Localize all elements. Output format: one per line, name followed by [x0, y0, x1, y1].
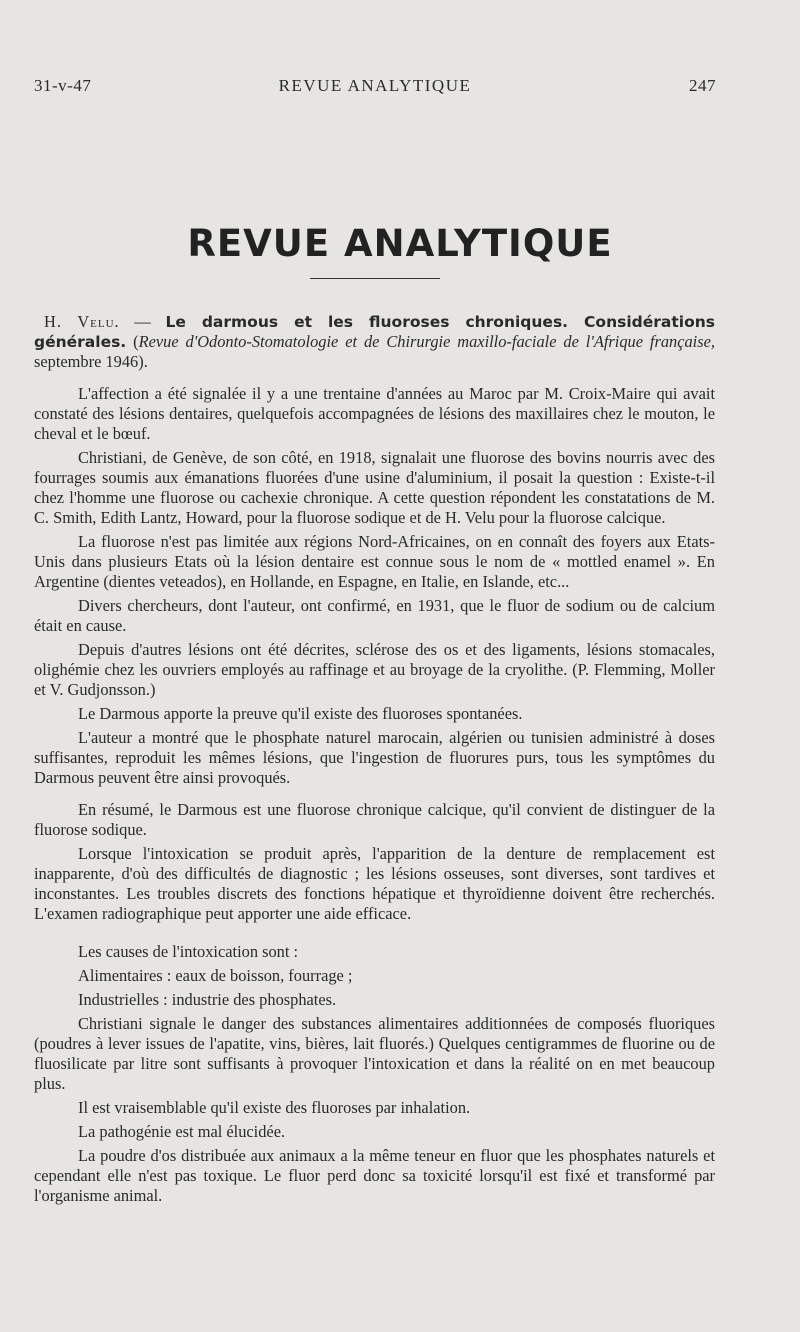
- paragraph: Divers chercheurs, dont l'auteur, ont confirmé, en 1931, que le fluor de sodium ou de calcium était en cause.: [34, 596, 715, 635]
- header-running-title: REVUE ANALYTIQUE: [278, 76, 472, 95]
- page-number: 247: [689, 76, 716, 95]
- paragraph: Lorsque l'intoxication se produit après, l'apparition de la denture de remplacement est inapparente, d'où des difficultés de diagnostic ; les lésions osseuses, sont diverses, sont tardives et inconstantes. Les troubles discrets des fonctions hépatique et thyroïdienne doivent être recherchés. L'examen radiographique peut apporter une aide efficace.: [34, 844, 715, 923]
- paragraph: La pathogénie est mal élucidée.: [78, 1122, 286, 1141]
- paragraph: La poudre d'os distribuée aux animaux a la même teneur en fluor que les phosphates naturels et cependant elle n'est pas toxique. Le fluor perd donc sa toxicité lorsqu'il est fixé et transformé par l'organisme animal.: [34, 1146, 715, 1205]
- article-journal: Revue d'Odonto-Stomatologie et de Chirurgie maxillo-faciale de l'Afrique française,: [138, 332, 715, 351]
- article-reference: [34, 312, 715, 372]
- paragraph: Industrielles : industrie des phosphates.: [78, 990, 337, 1009]
- paragraph: Alimentaires : eaux de boisson, fourrage ;: [78, 966, 353, 985]
- title-rule: [310, 278, 440, 279]
- paragraph: La fluorose n'est pas limitée aux régions Nord-Africaines, on en connaît des foyers aux Etats-Unis dans plusieurs Etats où la lésion dentaire est connue sous le nom de « mottled enamel ». En Argentine (dientes veteados), en Hollande, en Espagne, en Italie, en Islande, etc...: [34, 532, 715, 591]
- paragraph: Les causes de l'intoxication sont :: [78, 942, 299, 961]
- paragraph: L'auteur a montré que le phosphate naturel marocain, algérien ou tunisien administré à doses suffisantes, reproduit les mêmes lésions, que l'ingestion de fluorures purs, tous les symptômes du Darmous peuvent être ainsi provoqués.: [34, 728, 715, 787]
- article-author: H. Velu.: [44, 312, 120, 331]
- paragraph: Il est vraisemblable qu'il existe des fluoroses par inhalation.: [78, 1098, 471, 1117]
- paragraph: Christiani, de Genève, de son côté, en 1918, signalait une fluorose des bovins nourris avec des fourrages soumis aux émanations fluorées d'une usine d'aluminium, il posait la question : Existe-t-il chez l'homme une fluorose ou cachexie chronique. A cette question répondent les constatations de M. C. Smith, Edith Lantz, Howard, pour la fluorose sodique et de H. Velu pour la fluorose calcique.: [34, 448, 715, 527]
- reference-open: (: [126, 332, 139, 351]
- article-source-date: septembre 1946).: [34, 352, 148, 371]
- paragraph: Depuis d'autres lésions ont été décrites, sclérose des os et des ligaments, lésions stomacales, olighémie chez les ouvriers employés au raffinage et au broyage de la cryolithe. (P. Flemming, Moller et V. Gudjonsson.): [34, 640, 715, 699]
- header-date: 31-v-47: [34, 76, 92, 95]
- page-title: REVUE ANALYTIQUE: [187, 222, 613, 265]
- article-title: Le darmous et les fluoroses chroniques. Considérations générales.: [34, 313, 715, 351]
- reference-dash: —: [119, 312, 166, 331]
- paragraph: Christiani signale le danger des substances alimentaires additionnées de composés fluoriques (poudres à lever issues de l'apatite, vins, bières, lait fluorés.) Quelques centigrammes de fluorine ou de fluosilicate par litre sont suffisants à provoquer l'intoxication et dans la réalité on en met beaucoup plus.: [34, 1014, 715, 1093]
- paragraph: Le Darmous apporte la preuve qu'il existe des fluoroses spontanées.: [78, 704, 523, 723]
- paragraph: En résumé, le Darmous est une fluorose chronique calcique, qu'il convient de distinguer de la fluorose sodique.: [34, 800, 715, 839]
- paragraph: L'affection a été signalée il y a une trentaine d'années au Maroc par M. Croix-Maire qui avait constaté des lésions dentaires, quelquefois accompagnées de lésions des maxillaires chez le mouton, le cheval et le bœuf.: [34, 384, 715, 443]
- article-body: [34, 312, 715, 1210]
